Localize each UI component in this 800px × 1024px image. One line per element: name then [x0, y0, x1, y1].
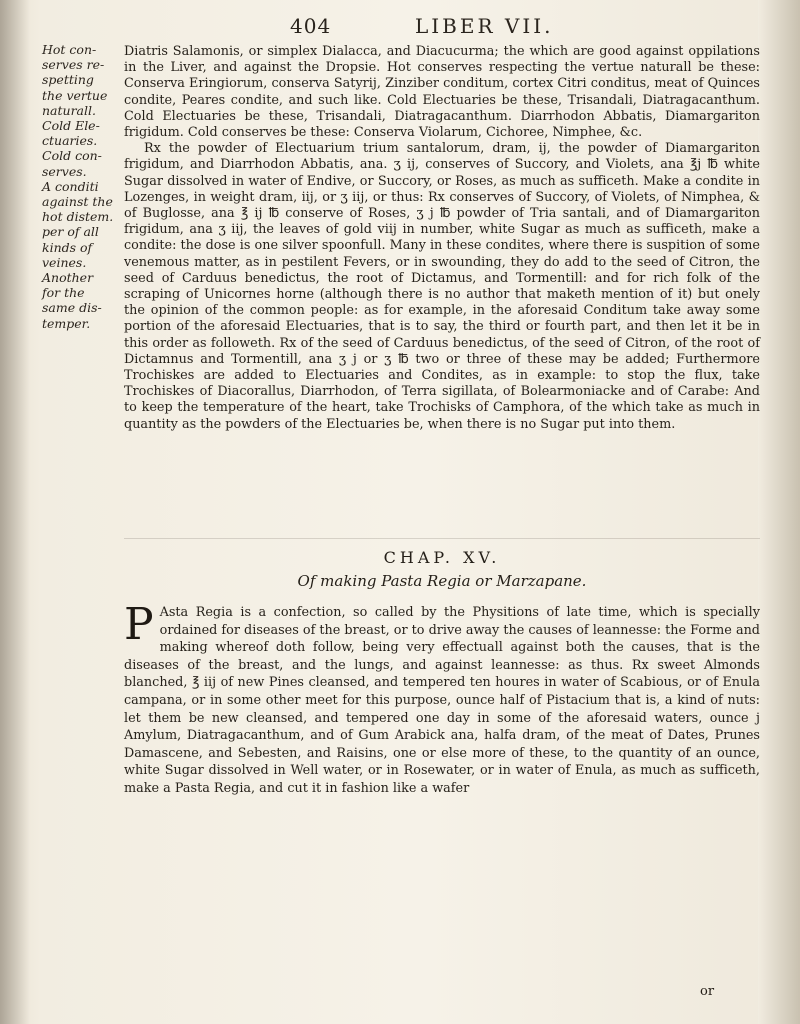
margin-notes	[42, 42, 120, 331]
margin-note: Hot con-	[42, 42, 97, 57]
margin-note: for the	[42, 285, 85, 301]
margin-note: per of all	[42, 224, 99, 240]
paragraph: Rx the powder of Electuarium trium santalorum, dram, ij, the powder of Diamargariton frigidum, and Diarrhodon Abbatis, ana. ʒ ij, conserves of Succory, and Violets, ana ℥j ℔ white Sugar dissolved in water of Endive, or Succory, or Roses, as much as sufficeth. Make a condite in Lozenges, in weight dram, iij, or ʒ iij, or thus: Rx conserves of Succory, of Violets, of Nimphea, & of Buglosse, ana ℥ ij ℔ conserve of Roses, ʒ j ℔ powder of Tria santali, and of Diamargariton frigidum, ana ʒ iij, the leaves of gold viij in number, white Sugar as much as sufficeth, make a condite: the dose is one silver spoonfull. Many in these condites, where there is suspition of some venemous matter, as in pestilent Fevers, or in swounding, they do add to the seed of Citron, the seed of Carduus benedictus, the root of Dictamus, and Tormentill: and for rich folk of the scraping of Unicornes horne (although there is no author that maketh mention of it) but onely the opinion of the common people: as for example, in the aforesaid Conditum take away some portion of the aforesaid Electuaries, that is to say, the third or fourth part, and then let it be in this order as followeth. Rx of the seed of Carduus benedictus, of the seed of Citron, of the root of Dictamnus and Tormentill, ana ʒ j or ʒ ℔ two or three of these may be added; Furthermore Trochiskes are added to Electuaries and Condites, as in example: to stop the flux, take Trochiskes of Diacorallus, Diarrhodon, of Terra sigillata, of Bolearmoniacke and of Carabe: And to keep the temperature of the heart, take Trochisks of Camphora, of the which take as much in quantity as the powders of the Electuaries be, when there is no Sugar put into them.	[124, 141, 760, 432]
margin-note: temper.	[42, 315, 91, 331]
margin-note: Another	[42, 270, 94, 286]
margin-note: hot distem.	[42, 209, 114, 225]
paragraph: Asta Regia is a confection, so called by the Physitions of late time, which is specially ordained for diseases of the breast, or to drive away the causes of leannesse: the Forme and making whereof doth follow, being very effectuall against both the causes, that is the diseases of the breast, and the lungs, and against leannesse: as thus. Rx sweet Almonds blanched, ℥ iij of new Pines cleansed, and tempered ten houres in water of Scabious, or of Enula campana, or in some other meet for this purpose, ounce half of Pistacium that is, a kind of nuts: let them be new cleansed, and tempered one day in some of the aforesaid waters, ounce j Amylum, Diatragacanthum, and of Gum Arabick ana, halfa dram, of the meat of Dates, Prunes Damascene, and Sebesten, and Raisins, one or else more of these, to the quantity of an ounce, white Sugar dissolved in Well water, or in Rosewater, or in water of Enula, as much as sufficeth, make a Pasta Regia, and cut it in fashion like a wafer	[124, 605, 761, 796]
margin-note: kinds of	[42, 239, 93, 255]
margin-note: same dis-	[42, 300, 102, 316]
margin-note: the vertue	[42, 87, 108, 103]
margin-note: Cold Ele-	[42, 118, 100, 134]
running-head: LIBER VII.	[415, 14, 554, 38]
page-number: 404	[290, 14, 332, 38]
drop-cap: P	[124, 599, 154, 650]
margin-note: spetting	[42, 72, 94, 88]
paragraph: Diatris Salamonis, or simplex Dialacca, and Diacucurma; the which are good against oppilations in the Liver, and against the Dropsie. Hot conserves respecting the vertue naturall be these: Conserva Eringiorum, conserva Satyrij, Zinziber conditum, cortex Citri conditus, meat of Quinces condite, Peares condite, and such like. Cold Electuaries be these, Trisandali, Diatragacanthum. Cold Electuaries be these, Trisandali, Diatragacanthum. Diarrhodon Abbatis, Diamargariton frigidum. Cold conserves be these: Conserva Violarum, Cichoree, Nimphee, &c.	[124, 44, 760, 141]
margin-note: veines.	[42, 254, 87, 270]
margin-note: Cold con-	[42, 148, 102, 164]
body-text-lower	[124, 599, 761, 798]
page-header	[0, 14, 800, 40]
section-divider	[124, 538, 760, 539]
page-edge	[758, 0, 800, 1024]
margin-note: serves.	[42, 163, 87, 179]
margin-note: against the	[42, 194, 113, 210]
catchword: or	[700, 984, 715, 999]
body-text-upper	[124, 44, 760, 433]
margin-note: serves re-	[42, 57, 105, 73]
margin-note: ctuaries.	[42, 133, 98, 149]
margin-note: A conditi	[42, 178, 99, 194]
margin-note: naturall.	[42, 102, 96, 118]
chapter-title: CHAP. XV.	[383, 548, 501, 567]
chapter-subtitle: Of making Pasta Regia or Marzapane.	[297, 572, 587, 590]
